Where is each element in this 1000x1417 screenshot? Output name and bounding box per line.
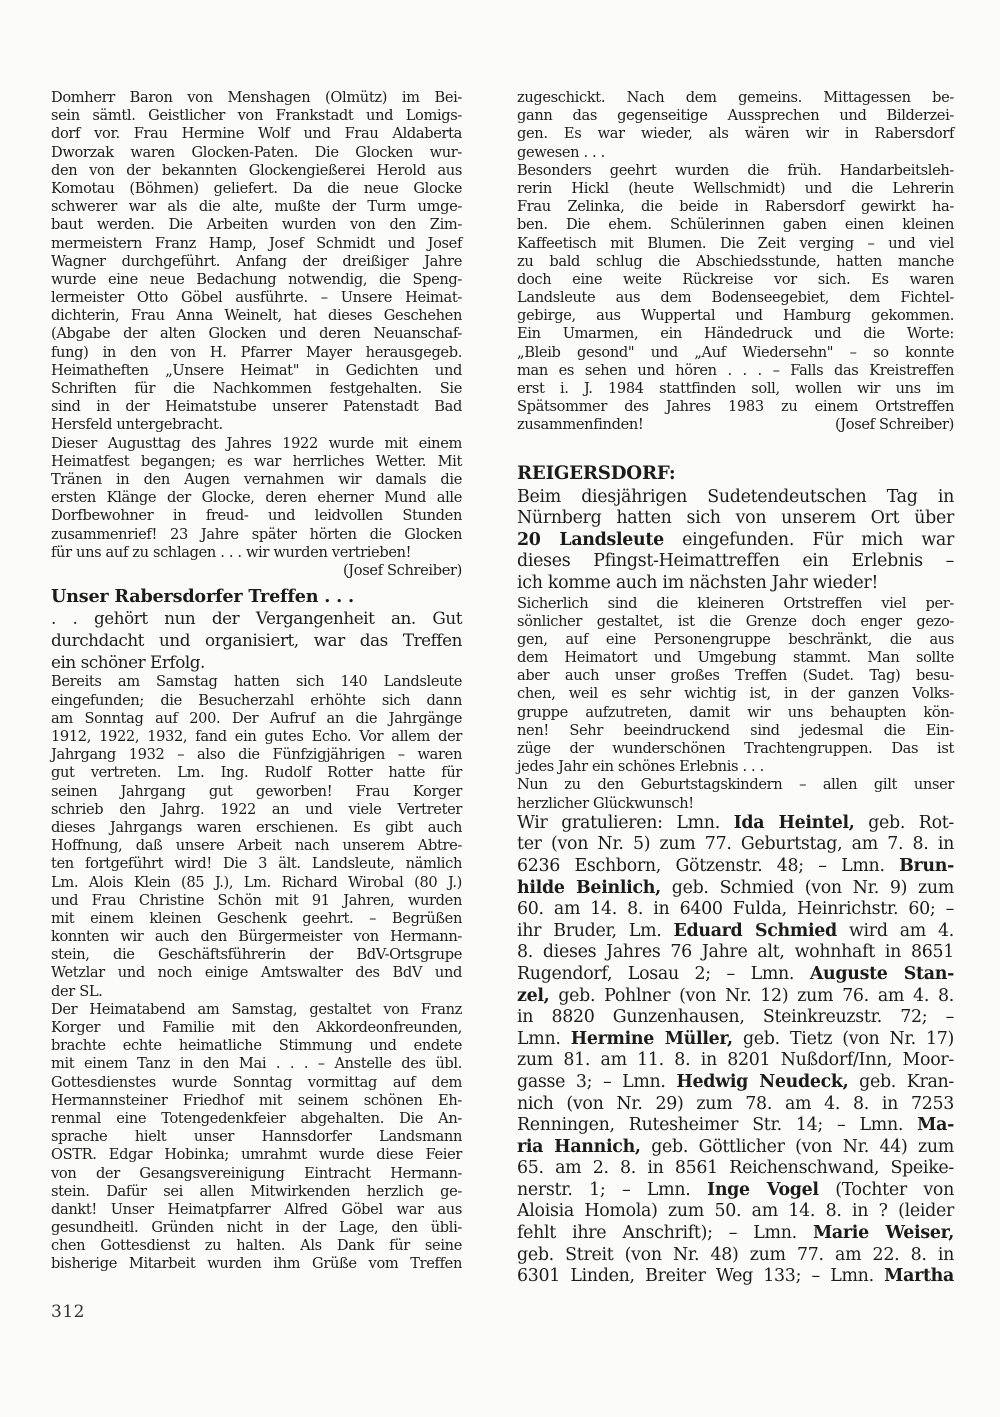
paragraph-bell-history [51, 89, 462, 435]
text-line: Dorfbewohner in freud- und leidvollen Stunden [51, 507, 462, 525]
text-line: gruppe aufzutreten, damit wir uns behaupten kön- [517, 703, 954, 721]
text-line: gen. Es war wieder, als wären wir in Rabersdorf [517, 125, 954, 143]
text-line: baut werden. Die Arbeiten wurden von den Zim- [51, 216, 462, 234]
congrats-line: Renningen, Rutesheimer Str. 14; – Lmn. Ma- [517, 1115, 954, 1136]
text-line: Komotau (Böhmen) geliefert. Da die neue Glocke [51, 179, 462, 197]
text-line: Ein Umarmen, ein Händedruck und die Worte: [517, 325, 954, 343]
paragraph-attendance [51, 673, 462, 1000]
paragraph-ortstreffen [517, 595, 954, 777]
text-line: sönlicher gestaltet, ist die Grenze doch enger gezo- [517, 612, 954, 630]
congrats-line: 6236 Eschborn, Götzenstr. 48; – Lmn. Brun- [517, 855, 954, 876]
text-line: schwerer war als die alte, mußte der Turm umge- [51, 198, 462, 216]
text-line: gen, auf eine Personengruppe beschränkt, die aus [517, 630, 954, 648]
person-name: Marie Weiser, [812, 1223, 954, 1244]
intro-line: dieses Pfingst-Heimattreffen ein Erlebnis – [517, 551, 954, 572]
text-line: chen Gottesdienst zu halten. Als Dank für seine [51, 1237, 462, 1255]
text-line: Heimatheften „Unsere Heimat" in Gedichten und [51, 361, 462, 379]
congrats-line: nerstr. 1; – Lmn. Inge Vogel (Tochter von [517, 1179, 954, 1200]
text-line: . . gehört nun der Vergangenheit an. Gut [51, 608, 462, 629]
text-line: zugeschickt. Nach dem gemeins. Mittagessen be- [517, 89, 954, 106]
person-name: Ida Heintel, [733, 812, 855, 833]
text-line: Tränen in den Augen vernahmen wir damals die [51, 470, 462, 488]
text-line: seinen Jahrgang gut geworben! Frau Korger [51, 782, 462, 800]
congrats-line: 8. dieses Jahres 76 Jahre alt, wohnhaft in 8651 [517, 942, 954, 963]
text-line: wurde eine neue Bedachung notwendig, die Speng- [51, 270, 462, 288]
text-line: konnten wir auch den Bürgermeister von Hermann- [51, 928, 462, 946]
author-signature: (Josef Schreiber) [342, 561, 462, 579]
congrats-line: geb. Streit (von Nr. 48) zum 77. am 22. 8. in [517, 1244, 954, 1265]
text-line: ersten Klänge der Glocke, deren eherner Mund alle [51, 489, 462, 507]
text-line: 1912, 1922, 1932, fand ein gutes Echo. Vor allem der [51, 728, 462, 746]
congrats-line: Wir gratulieren: Lmn. Ida Heintel, geb. Rot- [517, 812, 955, 833]
text-line: dieses Jahrgangs waren erschienen. Es gibt auch [51, 818, 462, 836]
text-line: von der Gesangsvereinigung Eintracht Hermann- [51, 1164, 462, 1182]
text-line: Jahrgang 1932 – also die Fünfzigjährigen – waren [51, 746, 462, 764]
congrats-line: 65. am 2. 8. in 8561 Reichenschwand, Speike- [517, 1158, 954, 1179]
text-line: (Abgabe der alten Glocken und deren Neuanschaf- [51, 325, 462, 343]
intro-line: Beim diesjährigen Sudetendeutschen Tag in [517, 486, 954, 507]
text-line: Kaffeetisch mit Blumen. Die Zeit verging – und viel [517, 234, 954, 252]
intro-line: Nürnberg hatten sich von unserem Ort über [517, 508, 954, 529]
text-line: Der Heimatabend am Samstag, gestaltet von Franz [51, 1000, 462, 1018]
text-line: Wetzlar und noch einige Amtswalter des BdV und [51, 964, 462, 982]
text-line: ein schöner Erfolg. [51, 651, 205, 672]
text-line: brachte echte heimatliche Stimmung und endete [51, 1037, 462, 1055]
text-line: zu bald schlug die Abschiedsstunde, hatten manche [517, 252, 954, 270]
text-line: doch eine weite Rückreise vor sich. Es waren [517, 270, 954, 288]
text-line: züge der wunderschönen Trachtengruppen. Das ist [517, 740, 954, 758]
highlight-count: 20 Landsleute [517, 529, 664, 550]
text-line: stein. Dafür sei allen Mitwirkenden herzlich ge- [51, 1182, 462, 1200]
person-name: Martha [884, 1266, 954, 1287]
text-line: fung) in den von H. Pfarrer Mayer herausgegeb. [51, 343, 462, 361]
text-line: renmal eine Totengedenkfeier abgehalten. Die An- [51, 1109, 462, 1127]
text-line: am Sonntag auf 200. Der Aufruf an die Jahrgänge [51, 709, 462, 727]
text-line: gann das gegenseitige Aussprechen und Bilderzei- [517, 107, 954, 125]
article-lead [51, 608, 462, 673]
text-line: mit einem Tanz in den Mai . . . – Anstelle des übl. [51, 1055, 462, 1073]
text-line: Schriften für die Nachkommen festgehalten. Sie [51, 380, 462, 397]
paragraph-birthdays-intro [517, 776, 954, 812]
congrats-line: zum 81. am 11. 8. in 8201 Nußdorf/Inn, Moor- [517, 1050, 954, 1071]
text-line: und Frau Christine Schön mit 91 Jahren, wurden [51, 891, 462, 909]
person-name: Brun- [899, 855, 954, 876]
congrats-line: zel, geb. Pohlner (von Nr. 12) zum 76. am 4. 8. [517, 985, 954, 1006]
text-line: chen, weil es sehr wichtig ist, in der ganzen Volks- [517, 685, 954, 703]
text-line: schrieb den Jahrg. 1922 an und viele Vertreter [51, 800, 462, 818]
text-line: eingefunden; die Besucherzahl erhöhte sich dann [51, 691, 462, 709]
text-line: Spätsommer des Jahres 1983 zu einem Ortstreffen [517, 398, 954, 416]
text-line: man es sehen und hören . . . – Falls das Kreistreffen [517, 361, 954, 379]
text-line: den von der bekannten Glockengießerei Herold aus [51, 161, 462, 179]
text-line: Landsleute aus dem Bodenseegebiet, dem Fichtel- [517, 289, 954, 307]
text-line: mermeistern Franz Hamp, Josef Schmidt und Josef [51, 234, 462, 252]
paragraph-continuation [517, 89, 954, 162]
text-line: lermeister Otto Göbel ausführte. – Unsere Heimat- [51, 289, 462, 307]
left-column [51, 89, 462, 1274]
text-line: nen! Sehr beeindruckend sind jedesmal die Ein- [517, 721, 954, 739]
reigersdorf-intro [517, 487, 954, 595]
person-name: hilde Beinlich, [517, 877, 661, 898]
text-line: rerin Hickl (heute Wellschmidt) und die Lehrerin [517, 179, 954, 197]
text-line: gewesen . . . [517, 143, 605, 161]
text-line: sein sämtl. Geistlicher von Frankstadt und Lomigs- [51, 107, 462, 125]
text-line: für uns auf zu schlagen . . . wir wurden vertrieben! [51, 543, 412, 561]
text-line: der SL. [51, 982, 103, 1000]
text-line: aber auch unser großes Treffen (Sudet. Tag) besu- [517, 667, 954, 685]
text-line: gebirge, aus Wuppertal und Hamburg gekommen. [517, 307, 954, 325]
person-name: Inge Vogel [706, 1179, 819, 1200]
person-name: Hermine Müller, [570, 1028, 733, 1049]
person-name: Eduard Schmied [673, 920, 837, 941]
congrats-line: 6301 Linden, Breiter Weg 133; – Lmn. Martha [517, 1266, 954, 1287]
text-line: jedes Jahr ein schönes Erlebnis . . . [517, 758, 764, 776]
page-number: 312 [51, 1302, 85, 1322]
right-column [517, 89, 954, 1288]
text-line: stein, die Geschäftsführerin der BdV-Ortsgrupe [51, 946, 462, 964]
birthday-congratulations-list [517, 813, 954, 1288]
text-line: Sicherlich sind die kleineren Ortstreffen viel per- [517, 594, 954, 612]
text-line: Domherr Baron von Menshagen (Olmütz) im Bei- [51, 89, 462, 106]
congrats-line: fehlt ihre Anschrift); – Lmn. Marie Weiser, [517, 1223, 954, 1244]
congrats-line: Aloisia Homola) zum 50. am 14. 8. in ? (leider [517, 1201, 954, 1222]
text-line: zusammenrief! 23 Jahre später hörten die Glocken [51, 525, 462, 543]
text-line: erst i. J. 1984 stattfinden soll, wollen wir uns im [517, 380, 954, 397]
text-line: Korger und Familie mit den Akkordeonfreunden, [51, 1019, 462, 1037]
text-line: herzlicher Glückwunsch! [517, 794, 694, 812]
paragraph-heimatabend [51, 1001, 462, 1274]
text-line: bisherige Mitarbeit wurden ihm Grüße vom Treffen [51, 1255, 462, 1273]
text-line: „Bleib gesond" und „Auf Wiedersehn" – so konnte [517, 343, 954, 361]
text-line: gesundheitl. Gründen nicht in der Lage, den übli- [51, 1219, 462, 1237]
congrats-line: nich (von Nr. 29) zum 78. am 4. 8. in 7253 [517, 1093, 954, 1114]
congrats-line: Rugendorf, Losau 2; – Lmn. Auguste Stan- [517, 963, 954, 984]
text-line: ten fortgeführt wird! Die 3 ält. Landsleute, nämlich [51, 855, 462, 873]
person-name: Hedwig Neudeck, [676, 1071, 849, 1092]
paragraph-augusttag [51, 435, 462, 562]
text-line: dankt! Unser Heimatpfarrer Alfred Göbel war aus [51, 1200, 462, 1218]
congrats-line: 60. am 14. 8. in 6400 Fulda, Heinrichstr. 60; – [517, 899, 954, 920]
text-line: sprache hielt unser Hannsdorfer Landsmann [51, 1128, 462, 1146]
text-line: OSTR. Edgar Hobinka; umrahmt wurde diese Feier [51, 1146, 462, 1164]
text-line: dem Heimatort und Umgebung stammt. Man sollte [517, 649, 954, 667]
text-line: Hermannsteiner Friedhof mit seinem schönen Eh- [51, 1091, 462, 1109]
text-line: dorf vor. Frau Hermine Wolf und Frau Aldaberta [51, 125, 462, 143]
congrats-line: hilde Beinlich, geb. Schmied (von Nr. 9) zum [517, 877, 954, 898]
text-line: Dworzak waren Glocken-Paten. Die Glocken wur- [51, 143, 462, 161]
intro-line: 20 Landsleute eingefunden. Für mich war [517, 529, 955, 550]
person-name: Ma- [917, 1115, 954, 1136]
congrats-line: ter (von Nr. 5) zum 77. Geburtstag, am 7. 8. in [517, 834, 954, 855]
text-line: Frau Zelinka, die beide in Rabersdorf gewirkt ha- [517, 198, 954, 216]
text-line: Heimatfest begangen; es war herrliches Wetter. Mit [51, 452, 462, 470]
congrats-line: ihr Bruder, Lm. Eduard Schmied wird am 4. [517, 920, 954, 941]
text-line: Wagner durchgeführt. Anfang der dreißiger Jahre [51, 252, 462, 270]
text-line: durchdacht und organisiert, war das Treffen [51, 629, 462, 650]
congrats-line: ria Hannich, geb. Göttlicher (von Nr. 44) zum [517, 1136, 954, 1157]
text-line: Dieser Augusttag des Jahres 1922 wurde mit einem [51, 434, 462, 452]
person-name: zel, [517, 985, 550, 1006]
intro-line: ich komme auch im nächsten Jahr wieder! [517, 572, 879, 593]
author-signature: (Josef Schreiber) [834, 416, 954, 434]
text-line: dichterin, Frau Anna Weinelt, hat dieses Geschehen [51, 307, 462, 325]
text-line: sind in der Heimatstube unserer Patenstadt Bad [51, 398, 462, 416]
congrats-line: gasse 3; – Lmn. Hedwig Neudeck, geb. Kran- [517, 1071, 955, 1092]
text-line: Bereits am Samstag hatten sich 140 Landsleute [51, 673, 462, 691]
text-line: Hoffnung, daß unsere Arbeit nach unserem Abtre- [51, 837, 462, 855]
text-line: Nun zu den Geburtstagskindern – allen gilt unser [517, 776, 954, 794]
text-line: Lm. Alois Klein (85 J.), Lm. Richard Wirobal (80 J.) [51, 873, 462, 891]
section-heading-reigersdorf: REIGERSDORF: [517, 462, 676, 484]
person-name: Auguste Stan- [809, 963, 954, 984]
article-heading-rabersdorf: Unser Rabersdorfer Treffen . . . [51, 586, 354, 608]
text-line: Besonders geehrt wurden die früh. Handarbeitsleh- [517, 161, 954, 179]
person-name: ria Hannich, [517, 1136, 641, 1157]
closing-text: zusammenfinden! [517, 416, 644, 434]
closing-line [517, 416, 954, 434]
congrats-line: in 8820 Gunzenhausen, Steinkreuzstr. 72; – [517, 1007, 954, 1028]
congrats-line: Lmn. Hermine Müller, geb. Tietz (von Nr. 17) [517, 1028, 954, 1049]
text-line: Gottesdienstes wurde Sonntag vormittag auf dem [51, 1073, 462, 1091]
paragraph-honors [517, 162, 954, 417]
text-line: Hersfeld untergebracht. [51, 416, 223, 434]
text-line: mit einem kleinen Geschenk geehrt. – Begrüßen [51, 909, 462, 927]
text-line: gut vertreten. Lm. Ing. Rudolf Rotter hatte für [51, 764, 462, 782]
text-line: ben. Die ehem. Schülerinnen gaben einen kleinen [517, 216, 954, 234]
